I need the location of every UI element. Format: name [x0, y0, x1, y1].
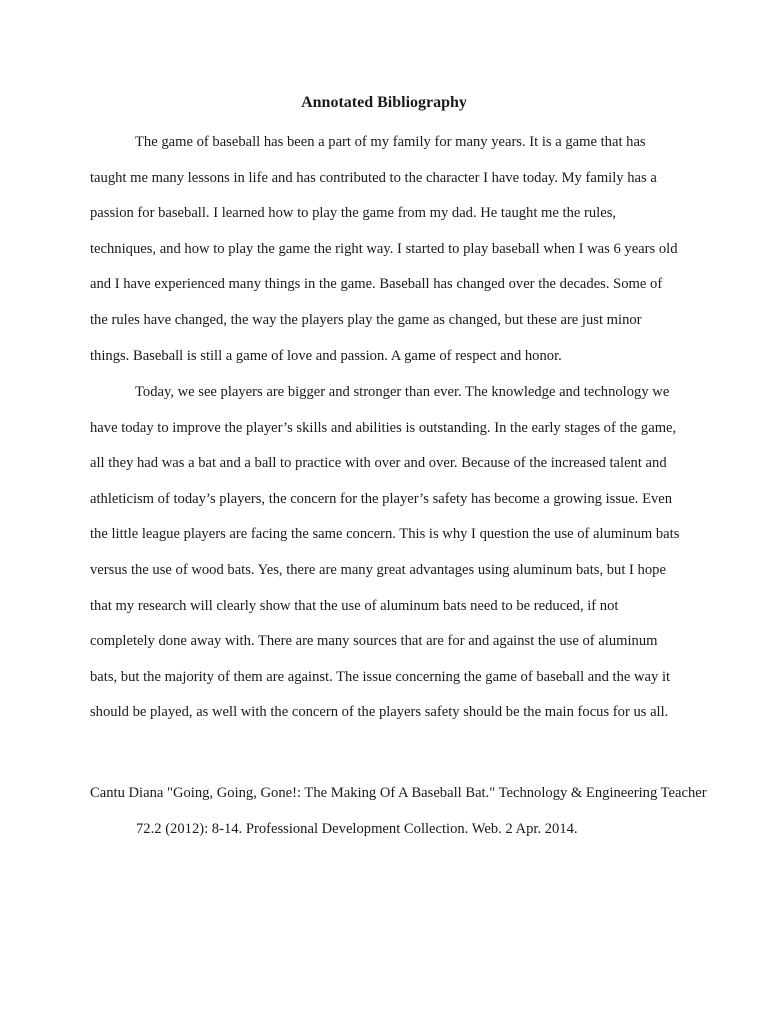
bibliography-citation: Cantu Diana "Going, Going, Gone!: The Making Of A Baseball Bat." Technology & Engineering Teacher 72.2 (2012): 8-14. Professional Development Collection. Web. 2 Apr. 2014.	[90, 785, 707, 837]
document-title: Annotated Bibliography	[301, 94, 467, 111]
body-paragraph-1: The game of baseball has been a part of my family for many years. It is a game that has taught me many lessons in life and has contributed to the character I have today. My family has a passion for baseball. I learned how to play the game from my dad. He taught me the rules, techniques, and how to play the game the right way. I started to play baseball when I was 6 years old and I have experienced many things in the game. Baseball has changed over the decades. Some of the rules have changed, the way the players play the game as changed, but these are just minor things. Baseball is still a game of love and passion. A game of respect and honor.	[90, 134, 678, 364]
body-paragraph-2: Today, we see players are bigger and stronger than ever. The knowledge and technology we have today to improve the player’s skills and abilities is outstanding. In the early stages of the game, all they had was a bat and a ball to practice with over and over. Because of the increased talent and athleticism of today’s players, the concern for the player’s safety has become a growing issue. Even the little league players are facing the same concern. This is why I question the use of aluminum bats versus the use of wood bats. Yes, there are many great advantages using aluminum bats, but I hope that my research will clearly show that the use of aluminum bats need to be reduced, if not completely done away with. There are many sources that are for and against the use of aluminum bats, but the majority of them are against. The issue concerning the game of baseball and the way it should be played, as well with the concern of the players safety should be the main focus for us all.	[90, 384, 680, 721]
